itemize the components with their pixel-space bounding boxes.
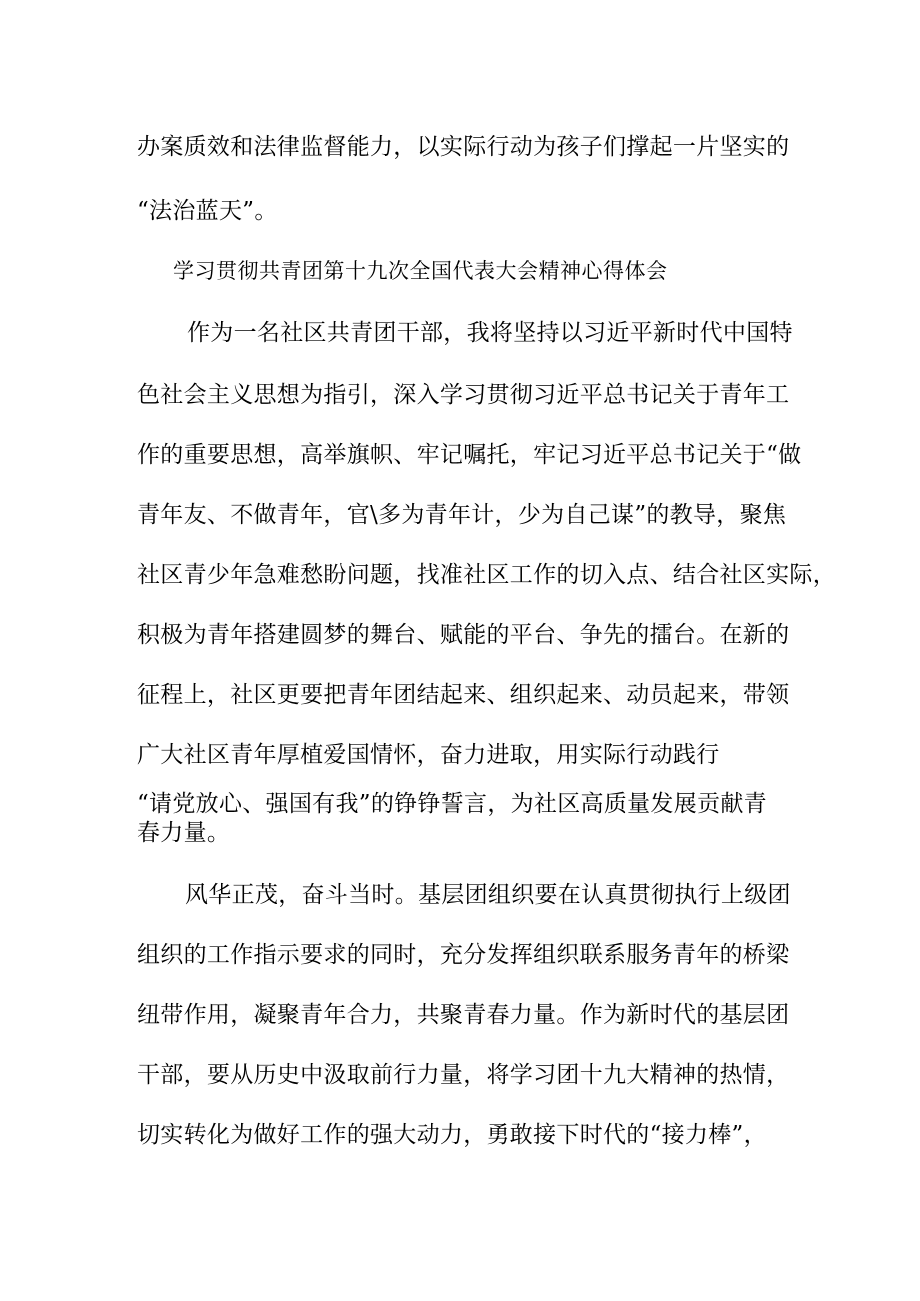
- paragraph-1-line: 征程上，社区更要把青年团结起来、组织起来、动员起来，带领: [137, 682, 790, 708]
- paragraph-1-line: 春力量。: [137, 820, 231, 846]
- paragraph-1-line: 作的重要思想，高举旗帜、牢记嘱托，牢记习近平总书记关于“做: [137, 442, 802, 468]
- section-title: 学习贯彻共青团第十九次全国代表大会精神心得体会: [173, 259, 668, 283]
- paragraph-2-line: 干部，要从历史中汲取前行力量，将学习团十九大精神的热情，: [137, 1062, 790, 1088]
- paragraph-2-line: 风华正茂，奋斗当时。基层团组织要在认真贯彻执行上级团: [185, 882, 791, 908]
- paragraph-1-line: 社区青少年急难愁盼问题，找准社区工作的切入点、结合社区实际，: [137, 562, 836, 588]
- paragraph-1-line: 青年友、不做青年，官\多为青年计，少为自己谋”的教导，聚焦: [137, 502, 787, 528]
- paragraph-1-line: “请党放心、强国有我”的铮铮誓言，为社区高质量发展贡献青: [137, 791, 767, 817]
- text-line: “法治蓝天”。: [137, 198, 278, 224]
- text-line: 办案质效和法律监督能力，以实际行动为孩子们撑起一片坚实的: [137, 134, 790, 160]
- paragraph-2-line: 纽带作用，凝聚青年合力，共聚青春力量。作为新时代的基层团: [137, 1002, 790, 1028]
- paragraph-1-line: 广大社区青年厚植爱国情怀，奋力进取，用实际行动践行: [137, 742, 720, 768]
- paragraph-1-line: 色社会主义思想为指引，深入学习贯彻习近平总书记关于青年工: [137, 382, 790, 408]
- paragraph-2-line: 组织的工作指示要求的同时，充分发挥组织联系服务青年的桥梁: [137, 942, 790, 968]
- paragraph-2-line: 切实转化为做好工作的强大动力，勇敢接下时代的“接力棒”，: [137, 1122, 767, 1148]
- paragraph-1-line: 作为一名社区共青团干部，我将坚持以习近平新时代中国特: [187, 320, 793, 346]
- paragraph-1-line: 积极为青年搭建圆梦的舞台、赋能的平台、争先的擂台。在新的: [137, 622, 790, 648]
